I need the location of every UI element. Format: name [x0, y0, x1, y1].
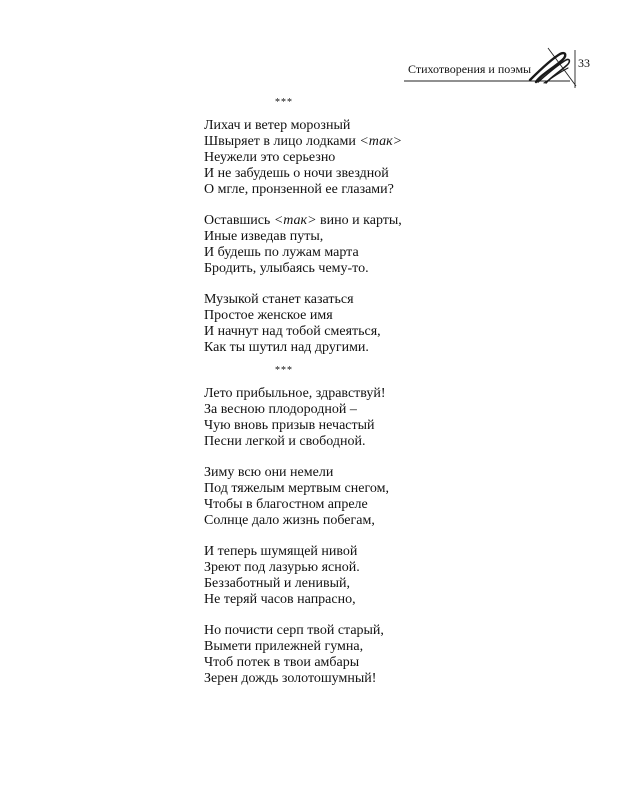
poem-line: Беззаботный и ленивый,: [204, 576, 351, 591]
line-text: Оставшись: [204, 213, 274, 228]
poem-line: Солнце дало жизнь побегам,: [204, 513, 375, 528]
running-head-title: Стихотворения и поэмы: [408, 62, 532, 76]
poem-line: Чтоб потек в твои амбары: [204, 655, 360, 670]
poem-2: [204, 364, 524, 687]
section-divider-asterisks: ***: [275, 97, 293, 108]
stanza: [204, 623, 524, 687]
poem-line: Песни легкой и свободной.: [204, 434, 366, 449]
poem-text-block: [204, 96, 524, 687]
poem-line: Иные изведав путы,: [204, 229, 324, 244]
stanza: [204, 292, 524, 356]
poem-line: Чую вновь призыв нечастый: [204, 418, 375, 433]
poem-line: [204, 213, 524, 229]
poem-line: И не забудешь о ночи звездной: [204, 166, 389, 181]
line-text: Швыряет в лицо лодками: [204, 134, 360, 149]
poem-line: Вымети прилежней гумна,: [204, 639, 364, 654]
stanza: [204, 465, 524, 529]
section-divider-asterisks: ***: [275, 365, 293, 376]
poem-line: Бродить, улыбаясь чему-то.: [204, 261, 369, 276]
poem-line: Простое женское имя: [204, 308, 333, 323]
poem-line: И начнут над тобой смеяться,: [204, 324, 381, 339]
poem-line: Лето прибыльное, здравствуй!: [204, 386, 386, 401]
poem-line: [204, 134, 524, 150]
poem-line: Зиму всю они немели: [204, 465, 334, 480]
stanza: [204, 118, 524, 198]
line-text: вино и карты,: [316, 213, 402, 228]
stanza: [204, 213, 524, 277]
poem-line: О мгле, пронзенной ее глазами?: [204, 182, 394, 197]
stanza: [204, 386, 524, 450]
poem-line: Чтобы в благостном апреле: [204, 497, 368, 512]
poem-line: Неужели это серьезно: [204, 150, 336, 165]
editorial-note: <так>: [273, 213, 317, 228]
poem-line: Музыкой станет казаться: [204, 292, 354, 307]
page-header: [0, 0, 628, 90]
poem-line: Как ты шутил над другими.: [204, 340, 369, 355]
poem-line: Зерен дождь золотошумный!: [204, 671, 377, 686]
poem-line: Под тяжелым мертвым снегом,: [204, 481, 389, 496]
poem-line: Но почисти серп твой старый,: [204, 623, 384, 638]
poem-line: За весною плодородной –: [204, 402, 357, 417]
poem-line: Зреют под лазурью ясной.: [204, 560, 360, 575]
editorial-note: <так>: [359, 134, 403, 149]
page-number: 33: [578, 56, 590, 70]
poem-line: И теперь шумящей нивой: [204, 544, 358, 559]
stanza: [204, 544, 524, 608]
poem-line: И будешь по лужам марта: [204, 245, 359, 260]
poem-line: Не теряй часов напрасно,: [204, 592, 356, 607]
poem-line: Лихач и ветер морозный: [204, 118, 351, 133]
poem-1: [204, 96, 524, 356]
